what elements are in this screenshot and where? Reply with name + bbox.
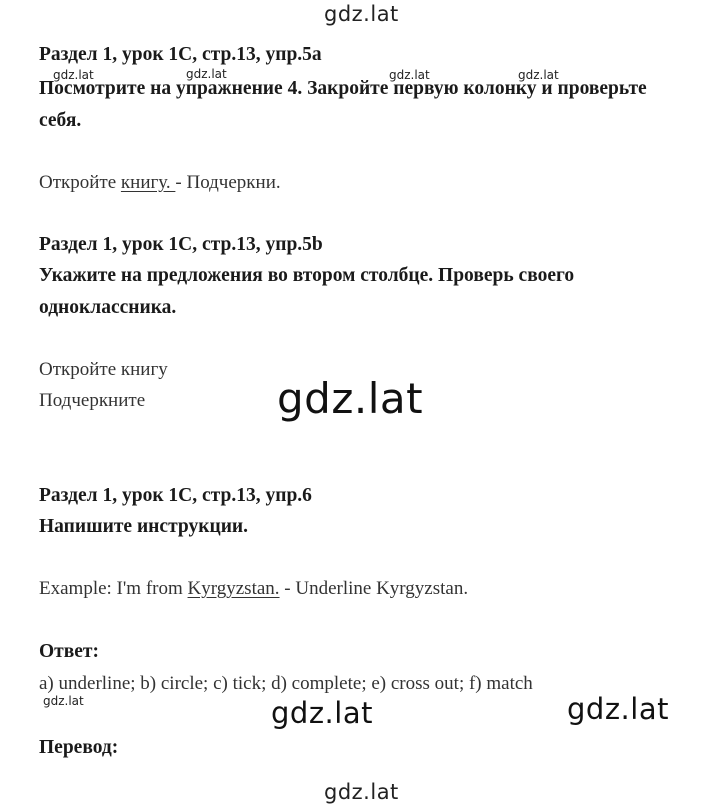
section-5b-task-line1: Укажите на предложения во втором столбце. Проверь своего: [39, 265, 575, 286]
watermark-small-4: gdz.lat: [518, 68, 559, 82]
section-5a-example-after: - Подчеркни.: [175, 172, 281, 193]
section-6-example: [39, 578, 468, 600]
watermark-top: gdz.lat: [324, 2, 399, 26]
section-5a-example-underlined: книгу.: [120, 172, 176, 193]
watermark-small-3: gdz.lat: [389, 68, 430, 82]
section-5b-line1: Откройте книгу: [39, 359, 168, 380]
section-6-example-before: Example: I'm from: [39, 578, 188, 599]
section-6-example-after: - Underline Kyrgyzstan.: [279, 578, 469, 599]
answer-label: Ответ:: [39, 641, 100, 662]
section-5a-task-line1: Посмотрите на упражнение 4. Закройте первую колонку и проверьте: [39, 78, 647, 99]
watermark-mid-1: gdz.lat: [271, 696, 377, 730]
section-5a-example-before: Откройте: [39, 172, 121, 193]
section-5a-example: [39, 172, 281, 194]
answer-text: a) underline; b) circle; c) tick; d) complete; e) cross out; f) match: [39, 673, 533, 694]
section-5a-task-line2: себя.: [39, 110, 82, 131]
section-5b-line2: Подчеркните: [39, 390, 146, 411]
translation-label: Перевод:: [39, 737, 119, 758]
watermark-large: gdz.lat: [277, 374, 424, 423]
watermark-small-5: gdz.lat: [43, 694, 84, 708]
watermark-bottom: gdz.lat: [324, 780, 399, 804]
watermark-small-1: gdz.lat: [53, 68, 94, 82]
watermark-mid-2: gdz.lat: [567, 692, 673, 726]
section-5b-task-line2: одноклассника.: [39, 297, 177, 318]
section-6-example-underlined: Kyrgyzstan.: [187, 578, 280, 599]
section-6-heading: Раздел 1, урок 1C, стр.13, упр.6: [39, 485, 312, 506]
watermark-small-2: gdz.lat: [186, 67, 227, 81]
section-5b-heading: Раздел 1, урок 1C, стр.13, упр.5b: [39, 234, 323, 255]
section-6-task-line1: Напишите инструкции.: [39, 516, 249, 537]
section-5a-heading: Раздел 1, урок 1C, стр.13, упр.5a: [39, 44, 322, 65]
